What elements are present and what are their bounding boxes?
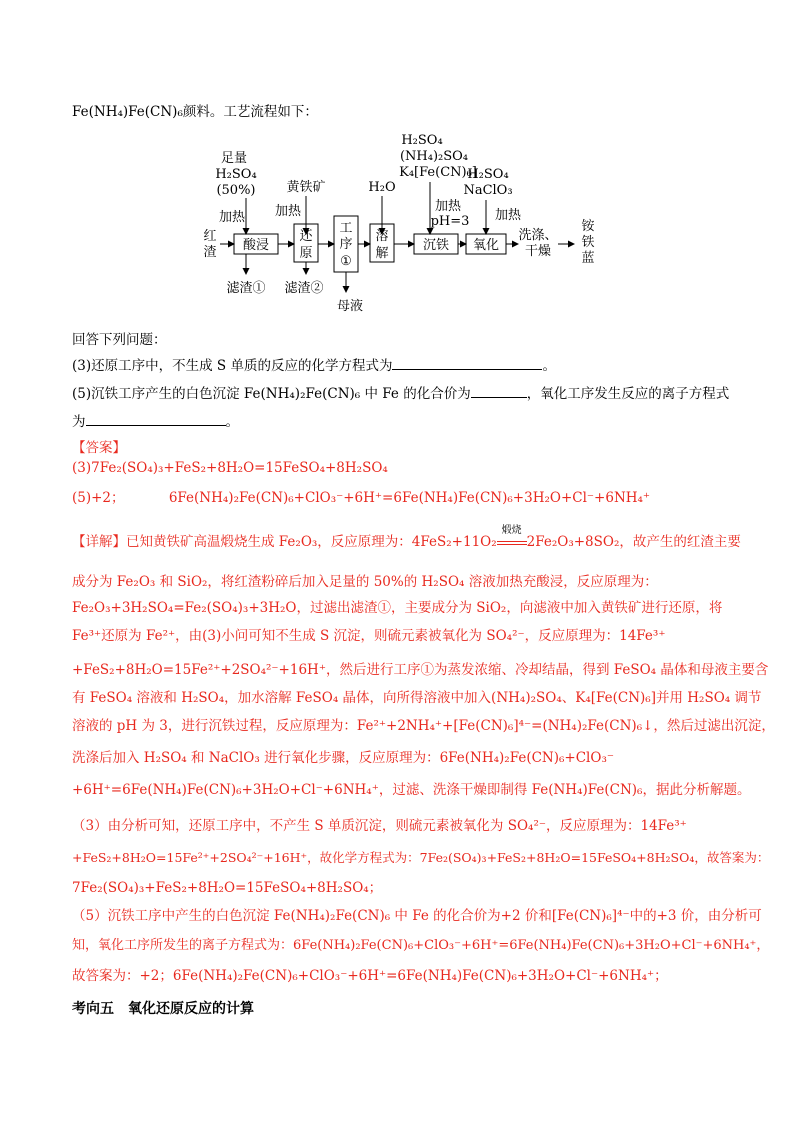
acid-reagent-line2: H₂SO₄ bbox=[215, 167, 257, 182]
dissolve-reagent: H₂O bbox=[368, 180, 396, 195]
step-wash-2: 干燥 bbox=[524, 244, 552, 259]
step-process-2: 序 bbox=[339, 237, 353, 252]
product-2: 铁 bbox=[581, 235, 595, 250]
product-1: 铵 bbox=[581, 219, 595, 234]
detail-l1b: 2Fe₂O₃+8SO₂，故产生的红渣主要 bbox=[526, 534, 741, 550]
step-dissolve-1: 溶 bbox=[375, 229, 389, 244]
detail-p5-line-3: 故答案为：+2；6Fe(NH₄)₂Fe(CN)₆+ClO₃⁻+6H⁺=6Fe(NH₄)Fe(CN)₆+3H₂O+Cl⁻+6NH₄⁺； bbox=[72, 968, 668, 984]
calcination-condition: 煅烧 bbox=[501, 525, 522, 536]
step-process-3: ① bbox=[340, 254, 352, 269]
detail-p5-line-1: （5）沉铁工序中产生的白色沉淀 Fe(NH₄)₂Fe(CN)₆ 中 Fe 的化合价为+2 价和[Fe(CN)₆]⁴⁻中的+3 价，由分析可 bbox=[72, 908, 762, 924]
step-oxidize: 氧化 bbox=[472, 238, 500, 253]
start-red-residue-1: 红 bbox=[203, 229, 217, 244]
heat-condition-4: 加热 bbox=[494, 208, 522, 223]
question-5-text-d: 为 bbox=[72, 414, 86, 430]
step-acid-leach: 酸浸 bbox=[242, 238, 270, 253]
detail-p3-line-3: 7Fe₂(SO₄)₃+FeS₂+8H₂O=15FeSO₄+8H₂SO₄； bbox=[72, 880, 383, 896]
byproduct-residue-1: 滤渣① bbox=[226, 281, 266, 296]
step-reduce-2: 原 bbox=[299, 246, 313, 261]
step-precipitate: 沉铁 bbox=[422, 238, 450, 253]
byproduct-residue-2: 滤渣② bbox=[284, 281, 324, 296]
question-5-text-c: ，氧化工序发生反应的离子方程式 bbox=[526, 386, 730, 402]
answer-blank-q5-equation[interactable] bbox=[86, 413, 226, 426]
heat-condition-1: 加热 bbox=[218, 210, 246, 225]
step-wash-1: 洗涤、 bbox=[518, 228, 558, 243]
iron-reagent-2: (NH₄)₂SO₄ bbox=[399, 149, 469, 164]
answer-blank-q5-valence[interactable] bbox=[471, 385, 527, 398]
step-dissolve-2: 解 bbox=[375, 246, 389, 261]
process-flow-diagram bbox=[190, 128, 630, 320]
detail-line-4: Fe³⁺还原为 Fe²⁺，由(3)小问可知不生成 S 沉淀，则硫元素被氧化为 SO₄²⁻，反应原理为：14Fe³⁺ bbox=[72, 628, 666, 644]
answer-blank-q3[interactable] bbox=[392, 357, 542, 370]
section-heading: 考向五 氧化还原反应的计算 bbox=[72, 1001, 254, 1017]
double-line-equals bbox=[497, 541, 527, 545]
iron-reagent-1: H₂SO₄ bbox=[401, 133, 443, 148]
detail-p3-line-1: （3）由分析可知，还原工序中，不产生 S 单质沉淀，则硫元素被氧化为 SO₄²⁻，反应原理为：14Fe³⁺ bbox=[72, 818, 687, 834]
detail-line-3: Fe₂O₃+3H₂SO₄=Fe₂(SO₄)₃+3H₂O，过滤出滤渣①，主要成分为 SiO₂，向滤液中加入黄铁矿进行还原，将 bbox=[72, 600, 723, 616]
step-process-1: 工 bbox=[339, 221, 353, 236]
heat-condition-2: 加热 bbox=[274, 204, 302, 219]
detail-line-5: +FeS₂+8H₂O=15Fe²⁺+2SO₄²⁻+16H⁺，然后进行工序①为蒸发浓缩、冷却结晶，得到 FeSO₄ 晶体和母液主要含 bbox=[72, 662, 769, 678]
question-5-formula: Fe(NH₄)₂Fe(CN)₆ bbox=[243, 386, 361, 402]
detail-line-1 bbox=[72, 525, 741, 550]
ph-condition: pH=3 bbox=[430, 214, 470, 229]
answer-5-prefix: (5)+2； bbox=[72, 490, 125, 506]
answer-5-equation: 6Fe(NH₄)₂Fe(CN)₆+ClO₃⁻+6H⁺=6Fe(NH₄)Fe(CN)₆+3H₂O+Cl⁻+6NH₄⁺ bbox=[168, 490, 651, 506]
detail-l1a: 已知黄铁矿高温煅烧生成 Fe₂O₃，反应原理为：4FeS₂+11O₂ bbox=[126, 534, 497, 550]
question-3 bbox=[72, 354, 556, 374]
start-red-residue-2: 渣 bbox=[203, 245, 217, 260]
question-5-text-b: 中 Fe 的化合价为 bbox=[364, 386, 471, 402]
detail-line-7: 溶液的 pH 为 3，进行沉铁过程，反应原理为：Fe²⁺+2NH₄⁺+[Fe(CN)₆]⁴⁻=(NH₄)₂Fe(CN)₆↓，然后过滤出沉淀， bbox=[72, 718, 775, 734]
oxid-reagent-1: H₂SO₄ bbox=[467, 167, 509, 182]
detail-line-8: 洗涤后加入 H₂SO₄ 和 NaClO₃ 进行氧化步骤，反应原理为：6Fe(NH₄)₂Fe(CN)₆+ClO₃⁻ bbox=[72, 750, 614, 766]
acid-reagent-line1: 足量 bbox=[220, 151, 248, 166]
answer-3: (3)7Fe₂(SO₄)₃+FeS₂+8H₂O=15FeSO₄+8H₂SO₄ bbox=[72, 460, 388, 476]
questions-lead: 回答下列问题： bbox=[72, 332, 167, 348]
intro-line: Fe(NH₄)Fe(CN)₆颜料。工艺流程如下： bbox=[72, 104, 318, 120]
question-3-text: (3)还原工序中，不生成 S 单质的反应的化学方程式为 bbox=[72, 358, 393, 374]
step-reduce-1: 还 bbox=[299, 229, 313, 244]
question-3-end: 。 bbox=[542, 358, 556, 374]
question-5-line2 bbox=[72, 410, 239, 430]
question-5-text-a: (5)沉铁工序产生的白色沉淀 bbox=[72, 386, 240, 402]
detail-line-6: 有 FeSO₄ 溶液和 H₂SO₄，加水溶解 FeSO₄ 晶体，向所得溶液中加入(NH₄)₂SO₄、K₄[Fe(CN)₆]并用 H₂SO₄ 调节 bbox=[72, 690, 762, 706]
detail-p5-line-2: 知，氧化工序所发生的离子方程式为：6Fe(NH₄)₂Fe(CN)₆+ClO₃⁻+6H⁺=6Fe(NH₄)Fe(CN)₆+3H₂O+Cl⁻+6NH₄⁺， bbox=[72, 938, 770, 953]
iron-reagent-3: K₄[Fe(CN)₆] bbox=[399, 165, 477, 180]
question-5-end: 。 bbox=[225, 414, 239, 430]
heat-condition-3: 加热 bbox=[434, 199, 462, 214]
answer-title: 【答案】 bbox=[72, 440, 126, 456]
acid-reagent-line3: (50%) bbox=[216, 183, 256, 198]
product-3: 蓝 bbox=[581, 251, 595, 266]
oxid-reagent-2: NaClO₃ bbox=[463, 183, 513, 198]
byproduct-mother-liquor: 母液 bbox=[336, 299, 364, 314]
detail-p3-line-2: +FeS₂+8H₂O=15Fe²⁺+2SO₄²⁻+16H⁺，故化学方程式为：7Fe₂(SO₄)₃+FeS₂+8H₂O=15FeSO₄+8H₂SO₄，故答案为： bbox=[72, 850, 770, 865]
detail-label: 【详解】 bbox=[72, 534, 126, 550]
pyrite-label: 黄铁矿 bbox=[286, 180, 326, 195]
answer-5 bbox=[72, 486, 650, 506]
question-5 bbox=[72, 382, 729, 402]
detail-line-2: 成分为 Fe₂O₃ 和 SiO₂，将红渣粉碎后加入足量的 50%的 H₂SO₄ 溶液加热充酸浸，反应原理为： bbox=[72, 574, 658, 590]
detail-line-9: +6H⁺=6Fe(NH₄)Fe(CN)₆+3H₂O+Cl⁻+6NH₄⁺，过滤、洗涤干燥即制得 Fe(NH₄)Fe(CN)₆，据此分析解题。 bbox=[72, 782, 751, 798]
